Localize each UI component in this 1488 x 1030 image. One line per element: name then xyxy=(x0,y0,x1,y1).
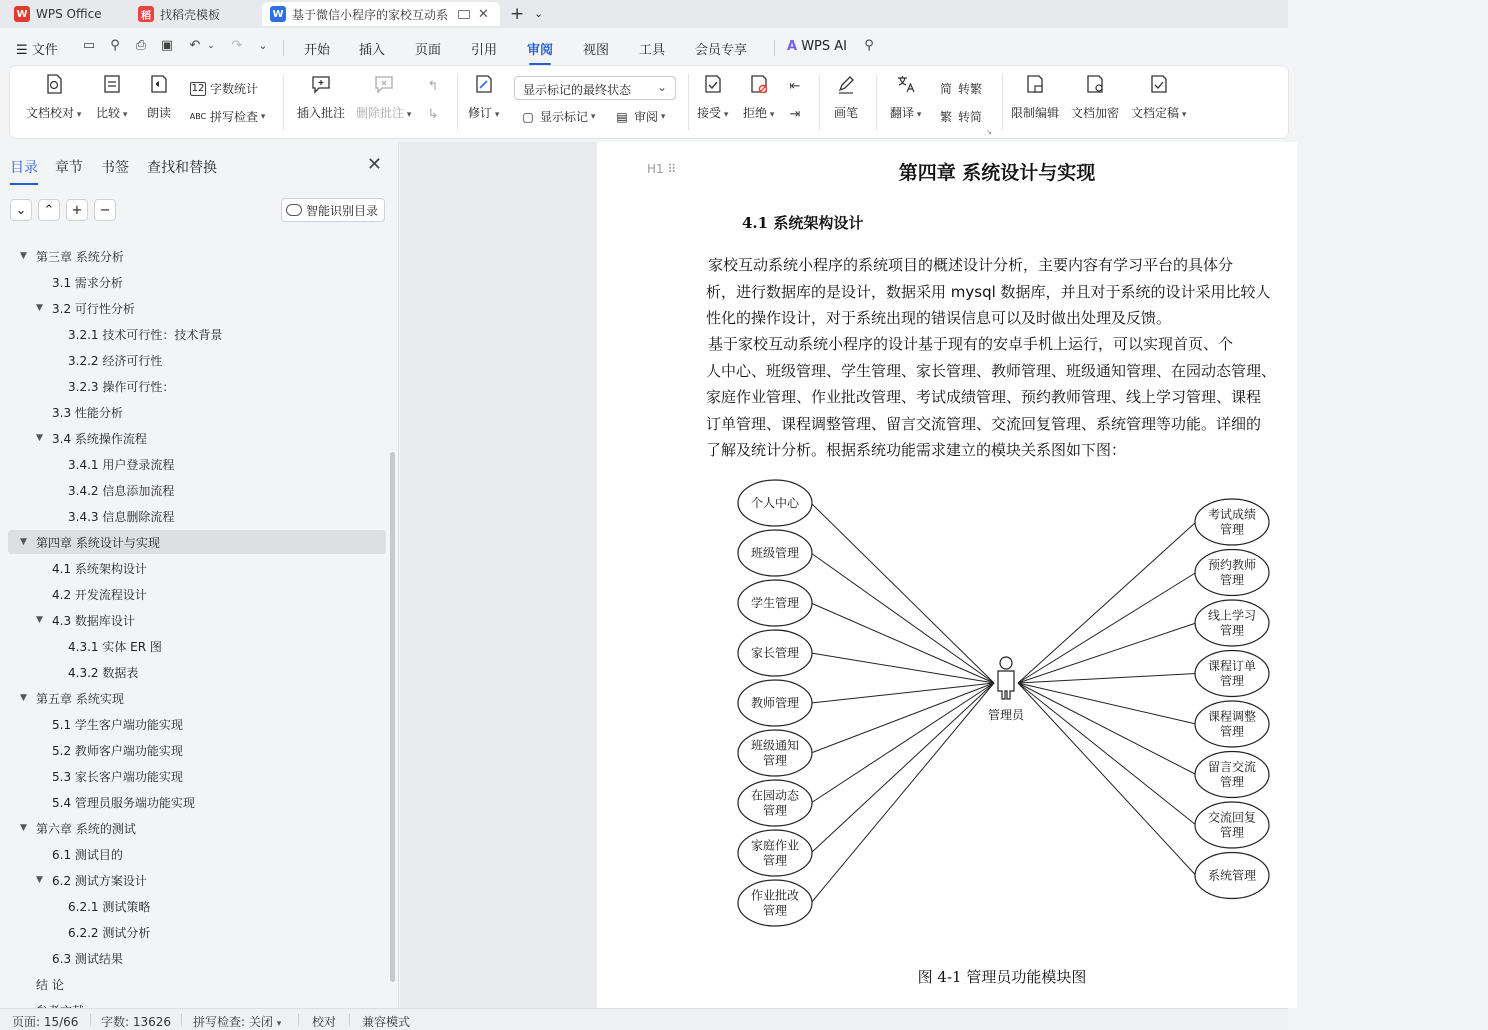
toc-item-label: 3.4.1 用户登录流程 xyxy=(68,457,175,472)
delete-comment-label: 删除批注 xyxy=(356,106,405,120)
compat-mode-status: 兼容模式 xyxy=(362,1015,411,1029)
markup-mode-value: 显示标记的最终状态 xyxy=(523,83,632,97)
divider xyxy=(90,1014,91,1026)
delete-comment-button[interactable]: 删除批注 ▾ xyxy=(356,72,411,121)
insert-comment-button[interactable] xyxy=(297,72,345,121)
module-ellipse xyxy=(1195,499,1269,545)
toc-item[interactable] xyxy=(8,556,386,580)
module-ellipse xyxy=(1195,600,1269,646)
toc-item-label: 4.2 开发流程设计 xyxy=(52,587,147,602)
module-ellipse xyxy=(1195,701,1269,747)
module-label: 教师管理 xyxy=(750,696,800,710)
module-label: 家长管理 xyxy=(750,646,800,660)
connector-line xyxy=(1018,623,1196,683)
toc-item-label: 6.2.1 测试策略 xyxy=(68,899,151,914)
previous-comment-icon[interactable]: ↰ xyxy=(427,79,439,94)
module-ellipse xyxy=(738,730,812,776)
module-label: 管理 xyxy=(762,903,788,918)
toc-item-label: 第四章 系统设计与实现 xyxy=(36,535,160,550)
navigation-pane xyxy=(0,142,399,1008)
encrypt-label: 文档加密 xyxy=(1071,106,1120,120)
divider xyxy=(819,74,820,130)
remove-heading-icon[interactable]: − xyxy=(94,199,116,221)
expand-toggle-icon[interactable]: ▼ xyxy=(20,693,27,703)
more-chevron-icon[interactable]: ⌄ xyxy=(258,39,268,52)
show-markup-icon: ▢ xyxy=(522,109,534,124)
module-label: 管理 xyxy=(1219,775,1245,789)
expand-toggle-icon[interactable]: ▼ xyxy=(36,615,43,625)
tab-label: 基于微信小程序的家校互动系 xyxy=(292,7,449,22)
accept-label: 接受 xyxy=(697,106,722,120)
module-ellipse xyxy=(738,630,812,676)
toc-item-label: 6.2 测试方案设计 xyxy=(52,873,147,888)
close-tab-icon[interactable]: ✕ xyxy=(478,6,489,22)
toc-item[interactable] xyxy=(8,842,386,866)
lock-document-icon xyxy=(1023,72,1047,96)
module-label: 管理 xyxy=(762,803,788,818)
actor-figure xyxy=(988,657,1025,722)
module-label: 管理 xyxy=(762,753,788,768)
spell-check-button[interactable]: ABC 拼写检查 ▾ xyxy=(189,110,266,124)
translate-icon xyxy=(894,72,918,96)
toc-item[interactable] xyxy=(8,868,386,892)
text-line: 家校互动系统小程序的系统项目的概述设计分析，主要内容有学习平台的具体分 xyxy=(708,256,1234,274)
toc-item[interactable] xyxy=(8,348,386,372)
module-ellipse xyxy=(1195,550,1269,596)
toc-item-label: 6.1 测试目的 xyxy=(52,847,123,862)
toc-item[interactable] xyxy=(8,374,386,398)
page-indicator[interactable]: 页面: 15/66 xyxy=(12,1015,79,1029)
translate-label: 翻译 xyxy=(890,106,915,120)
module-ellipse xyxy=(738,880,812,926)
connector-line xyxy=(1018,683,1196,724)
undo-icon[interactable]: ↶ xyxy=(189,38,201,53)
restrict-edit-label: 限制编辑 xyxy=(1011,106,1060,120)
tab-label: 找稻壳模板 xyxy=(160,7,221,22)
paragraph-1 xyxy=(708,252,1488,332)
panel-tab-chapters[interactable]: 章节 xyxy=(55,160,83,176)
module-ellipse xyxy=(1195,853,1269,899)
module-ellipse xyxy=(738,480,812,526)
module-label: 作业批改 xyxy=(750,888,800,903)
toc-item[interactable] xyxy=(8,816,386,840)
module-label: 管理 xyxy=(1219,724,1245,739)
paragraph-2 xyxy=(708,331,1488,464)
word-count-icon: 12 xyxy=(191,83,205,94)
toc-item[interactable] xyxy=(8,790,386,814)
to-simplified-label: 转简 xyxy=(958,110,983,124)
tab-docer[interactable] xyxy=(130,2,252,26)
connector-line xyxy=(811,503,994,683)
file-menu[interactable]: ☰ 文件 xyxy=(16,43,58,58)
module-label: 管理 xyxy=(1219,674,1245,688)
connector-line xyxy=(1018,522,1196,683)
module-label: 班级管理 xyxy=(750,546,800,560)
section-title: 4.1 系统架构设计 xyxy=(742,214,864,232)
menu-review[interactable]: 审阅 xyxy=(527,39,553,58)
finalize-label: 文档定稿 xyxy=(1131,106,1180,120)
chevron-down-icon: ⌄ xyxy=(656,80,667,94)
to-simplified-button[interactable] xyxy=(938,108,982,125)
divider xyxy=(283,74,284,130)
review-pane-icon: ▤ xyxy=(616,109,628,124)
toc-item-label: 结 论 xyxy=(36,977,64,992)
connector-line xyxy=(811,683,994,853)
search-icon[interactable]: ⚲ xyxy=(864,38,874,53)
expand-corner-icon[interactable]: ↘ xyxy=(986,128,992,136)
module-label: 课程订单 xyxy=(1207,659,1257,673)
compare-icon xyxy=(100,72,124,96)
heading-marker-label: H1 xyxy=(647,162,664,176)
next-change-icon[interactable]: ⇥ xyxy=(789,107,801,122)
module-label: 线上学习 xyxy=(1207,608,1257,623)
previous-change-icon[interactable]: ⇤ xyxy=(789,79,801,94)
toc-item-label: 4.1 系统架构设计 xyxy=(52,561,147,576)
proofread-status[interactable]: 校对 xyxy=(312,1015,337,1029)
expand-toggle-icon[interactable]: ▼ xyxy=(36,303,43,313)
add-heading-icon[interactable]: + xyxy=(66,199,88,221)
toc-item-label: 6.2.2 测试分析 xyxy=(68,925,151,940)
menu-view[interactable]: 视图 xyxy=(583,43,610,58)
toc-item[interactable] xyxy=(8,660,386,684)
insert-comment-label: 插入批注 xyxy=(297,106,346,120)
document-area xyxy=(400,142,1288,1008)
wps-logo-icon: W xyxy=(14,6,30,22)
text-line: 家庭作业管理、作业批改管理、考试成绩管理、预约教师管理、线上学习管理、课程 xyxy=(706,388,1262,406)
toc-item-label: 3.2.3 操作可行性： xyxy=(68,379,175,394)
markup-mode-select[interactable] xyxy=(514,76,676,100)
finalize-icon xyxy=(1147,72,1171,96)
compare-button[interactable]: 比较 ▾ xyxy=(96,72,127,121)
actor-head xyxy=(1000,657,1012,669)
pen-icon xyxy=(834,72,858,96)
toc-item[interactable] xyxy=(8,322,386,346)
module-ellipse xyxy=(738,780,812,826)
divider xyxy=(876,74,877,130)
compare-label: 比较 xyxy=(96,106,121,120)
toc-item-label: 3.4.2 信息添加流程 xyxy=(68,483,175,498)
finalize-button[interactable]: 文档定稿 ▾ xyxy=(1131,72,1186,121)
menu-member[interactable]: 会员专享 xyxy=(695,43,748,58)
translate-button[interactable]: 翻译 ▾ xyxy=(890,72,921,121)
doc-proofread-label: 文档校对 xyxy=(26,106,75,120)
smart-toc-button[interactable] xyxy=(281,198,385,222)
module-label: 考试成绩 xyxy=(1207,507,1257,522)
collapse-up-icon[interactable]: ⌃ xyxy=(38,199,60,221)
connector-line xyxy=(1018,674,1196,684)
module-label: 管理 xyxy=(1219,623,1245,638)
module-ellipse xyxy=(1195,651,1269,697)
divider xyxy=(457,74,458,130)
word-count-button[interactable] xyxy=(190,80,258,97)
monitor-icon[interactable] xyxy=(458,10,470,19)
toc-item-label: 第六章 系统的测试 xyxy=(36,821,136,836)
toc-item-label: 5.3 家长客户端功能实现 xyxy=(52,769,183,784)
divider xyxy=(1002,74,1003,130)
review-ribbon xyxy=(10,66,1288,138)
toc-item[interactable] xyxy=(8,686,386,710)
toc-item[interactable] xyxy=(8,946,386,970)
toc-item[interactable] xyxy=(8,530,386,554)
toc-item-label: 4.3 数据库设计 xyxy=(52,613,135,628)
to-traditional-button[interactable] xyxy=(938,80,982,97)
spell-check-status[interactable]: 拼写检查: 关闭 ▾ xyxy=(193,1015,282,1029)
toc-item-label: 第五章 系统实现 xyxy=(36,691,124,706)
toc-item[interactable] xyxy=(8,712,386,736)
encrypt-button[interactable] xyxy=(1071,72,1119,121)
insert-comment-icon xyxy=(309,72,333,96)
tab-bar xyxy=(0,0,1288,28)
track-changes-icon xyxy=(472,72,496,96)
module-label: 个人中心 xyxy=(750,496,800,510)
accept-icon xyxy=(701,72,725,96)
encrypt-icon xyxy=(1083,72,1107,96)
module-label: 班级通知 xyxy=(750,738,800,753)
show-markup-button[interactable]: ▢ 显示标记 ▾ xyxy=(520,108,595,125)
toc-item[interactable] xyxy=(8,296,386,320)
module-label: 家庭作业 xyxy=(750,838,800,853)
actor-label: 管理员 xyxy=(987,708,1025,722)
expand-toggle-icon[interactable]: ▼ xyxy=(20,251,27,261)
doc-proofread-icon xyxy=(42,72,66,96)
expand-toggle-icon[interactable]: ▼ xyxy=(20,823,27,833)
reject-button[interactable]: 拒绝 ▾ xyxy=(743,72,774,121)
document-page xyxy=(597,142,1297,1008)
module-ellipse xyxy=(738,530,812,576)
spell-check-icon: ABC xyxy=(189,112,207,121)
expand-toggle-icon[interactable]: ▼ xyxy=(20,537,27,547)
actor-body xyxy=(998,671,1014,699)
redo-icon[interactable]: ↷ xyxy=(231,38,243,53)
module-ellipse xyxy=(738,580,812,626)
connector-line xyxy=(1018,683,1196,775)
module-label: 学生管理 xyxy=(750,596,800,610)
tab-list-chevron-icon[interactable]: ⌄ xyxy=(534,7,544,20)
divider xyxy=(774,40,775,56)
toc-item[interactable] xyxy=(8,400,386,424)
smart-toc-label: 智能识别目录 xyxy=(305,203,378,218)
admin-module-diagram xyxy=(735,478,1295,938)
toc-item-label: 3.1 需求分析 xyxy=(52,275,123,290)
module-label: 管理 xyxy=(1219,573,1245,587)
restrict-edit-button[interactable] xyxy=(1011,72,1059,121)
connector-line xyxy=(1018,683,1196,876)
simplified-icon: 繁 xyxy=(939,110,952,124)
text-line: 人中心、班级管理、学生管理、家长管理、教师管理、班级通知管理、在园动态管理、 xyxy=(706,361,1277,380)
tab-document[interactable] xyxy=(262,2,500,26)
accept-button[interactable]: 接受 ▾ xyxy=(697,72,728,121)
read-aloud-icon xyxy=(147,72,171,96)
menu-insert[interactable]: 插入 xyxy=(359,43,386,58)
undo-dropdown-icon[interactable]: ⌄ xyxy=(207,41,215,51)
pen-button[interactable] xyxy=(834,72,858,121)
toc-item-label: 5.4 管理员服务端功能实现 xyxy=(52,795,195,810)
toc-item[interactable] xyxy=(8,972,386,996)
panel-tab-bookmarks[interactable]: 书签 xyxy=(101,160,129,176)
share-icon[interactable]: ⚲ xyxy=(110,38,120,53)
toc-item[interactable] xyxy=(8,452,386,476)
toc-item[interactable] xyxy=(8,582,386,606)
toc-item[interactable] xyxy=(8,244,386,268)
wps-ai-icon: A xyxy=(787,39,798,54)
pen-label: 画笔 xyxy=(834,106,859,120)
review-pane-label: 审阅 xyxy=(634,110,659,124)
toc-item[interactable] xyxy=(8,504,386,528)
module-label: 管理 xyxy=(1219,825,1245,840)
toc-item-label: 3.2 可行性分析 xyxy=(52,301,135,316)
toc-item-label: 3.3 性能分析 xyxy=(52,405,123,420)
track-changes-label: 修订 xyxy=(468,106,493,120)
panel-tab-find-replace[interactable]: 查找和替换 xyxy=(147,160,217,176)
connector-line xyxy=(811,683,994,903)
toc-item[interactable] xyxy=(8,478,386,502)
print-icon[interactable]: ⎙ xyxy=(135,38,147,53)
module-group xyxy=(738,480,1269,926)
divider xyxy=(283,40,284,56)
review-pane-button[interactable]: ▤ 审阅 ▾ xyxy=(614,108,665,125)
toc-item-label: 4.3.2 数据表 xyxy=(68,665,139,680)
menu-tools[interactable]: 工具 xyxy=(639,43,666,58)
toc-item[interactable] xyxy=(8,764,386,788)
to-traditional-label: 转繁 xyxy=(958,82,983,96)
menu-start[interactable]: 开始 xyxy=(304,43,331,58)
toc-item-label: 5.1 学生客户端功能实现 xyxy=(52,717,183,732)
toc-item-label: 6.3 测试结果 xyxy=(52,951,123,966)
divider xyxy=(688,74,689,130)
traditional-icon: 简 xyxy=(939,82,952,96)
read-aloud-label: 朗读 xyxy=(147,106,172,120)
drag-handle-icon[interactable]: ⠿ xyxy=(667,162,677,176)
tab-wps-office[interactable] xyxy=(6,2,118,26)
smart-toc-icon xyxy=(286,204,302,216)
toc-item-label: 3.2.2 经济可行性 xyxy=(68,353,163,368)
toc-item-label: 3.4.3 信息删除流程 xyxy=(68,509,175,524)
divider xyxy=(349,1014,350,1026)
save-icon[interactable]: ▭ xyxy=(82,38,96,53)
panel-scrollbar[interactable] xyxy=(390,452,395,982)
toc-item-label: 3.4 系统操作流程 xyxy=(52,431,147,446)
print-preview-icon[interactable]: ▣ xyxy=(160,38,174,53)
figure-caption: 图 4-1 管理员功能模块图 xyxy=(917,968,1087,986)
module-label: 留言交流 xyxy=(1207,760,1257,774)
read-aloud-button[interactable] xyxy=(147,72,171,121)
connector-line xyxy=(811,653,994,683)
file-menu-label: 文件 xyxy=(31,43,58,58)
text-line: 基于家校互动系统小程序的设计基于现有的安卓手机上运行，可以实现首页、个 xyxy=(708,335,1234,353)
toc-item[interactable] xyxy=(8,426,386,450)
panel-tab-toc[interactable]: 目录 xyxy=(10,157,38,177)
text-line: 析，进行数据库的是设计，数据采用 mysql 数据库，并且对于系统的设计采用比较人 xyxy=(706,282,1271,301)
doc-proofread-button[interactable]: 文档校对 ▾ xyxy=(26,72,81,121)
word-count-label: 字数统计 xyxy=(210,82,259,96)
wps-ai-label: WPS AI xyxy=(801,39,848,54)
track-changes-button[interactable]: 修订 ▾ xyxy=(468,72,499,121)
module-ellipse xyxy=(1195,802,1269,848)
writer-doc-icon: W xyxy=(270,6,286,22)
menu-reference[interactable]: 引用 xyxy=(471,43,498,58)
divider xyxy=(181,1014,182,1026)
delete-comment-icon xyxy=(372,72,396,96)
expand-toggle-icon[interactable]: ▼ xyxy=(36,875,43,885)
module-ellipse xyxy=(738,830,812,876)
text-line: 订单管理、课程调整管理、留言交流管理、交流回复管理、系统管理等功能。详细的 xyxy=(706,414,1262,433)
tab-label: WPS Office xyxy=(36,7,102,21)
module-label: 系统管理 xyxy=(1207,868,1257,883)
toc-item[interactable] xyxy=(8,894,386,918)
toc-item-label: 4.3.1 实体 ER 图 xyxy=(68,639,162,654)
toc-item[interactable] xyxy=(8,920,386,944)
toc-item[interactable] xyxy=(8,608,386,632)
module-label: 在园动态 xyxy=(750,788,800,803)
module-label: 管理 xyxy=(1219,522,1245,537)
connector-group xyxy=(811,503,1196,903)
wps-ai-button[interactable] xyxy=(787,39,847,54)
toc-item-label: 3.2.1 技术可行性：技术背景 xyxy=(68,327,223,342)
menu-page[interactable]: 页面 xyxy=(415,43,442,58)
toc-item-label: 第三章 系统分析 xyxy=(36,249,124,264)
connector-line xyxy=(1018,573,1196,684)
word-count-indicator[interactable]: 字数: 13626 xyxy=(101,1015,172,1029)
connector-line xyxy=(811,553,994,683)
module-label: 管理 xyxy=(762,853,788,868)
toc-item[interactable] xyxy=(8,634,386,658)
reject-icon xyxy=(747,72,771,96)
connector-line xyxy=(1018,683,1196,825)
menu-bar xyxy=(0,28,1288,66)
divider xyxy=(298,1014,299,1026)
module-label: 预约教师 xyxy=(1207,558,1257,572)
module-label: 课程调整 xyxy=(1207,709,1257,724)
status-bar xyxy=(0,1008,1288,1030)
module-label: 交流回复 xyxy=(1207,810,1257,825)
show-markup-label: 显示标记 xyxy=(540,110,589,124)
next-comment-icon[interactable]: ↳ xyxy=(427,107,439,122)
text-line: 性化的操作设计，对于系统出现的错误信息可以及时做出处理及反馈。 xyxy=(706,309,1172,327)
connector-line xyxy=(811,603,994,683)
collapse-down-icon[interactable]: ⌄ xyxy=(10,199,32,221)
new-tab-icon[interactable]: + xyxy=(510,4,525,24)
docer-icon: 稻 xyxy=(138,6,154,22)
module-ellipse xyxy=(1195,752,1269,798)
spell-check-label: 拼写检查 xyxy=(210,110,259,124)
chapter-title: 第四章 系统设计与实现 xyxy=(898,162,1096,184)
reject-label: 拒绝 xyxy=(743,106,768,120)
close-panel-icon[interactable]: ✕ xyxy=(366,154,382,175)
spell-check-status-label: 拼写检查: 关闭 xyxy=(193,1015,273,1029)
toc-item[interactable] xyxy=(8,738,386,762)
text-line: 了解及统计分析。根据系统功能需求建立的模块关系图如下图： xyxy=(706,441,1127,459)
toc-item[interactable] xyxy=(8,270,386,294)
toc-item-label: 5.2 教师客户端功能实现 xyxy=(52,743,183,758)
module-ellipse xyxy=(738,680,812,726)
expand-toggle-icon[interactable]: ▼ xyxy=(36,433,43,443)
